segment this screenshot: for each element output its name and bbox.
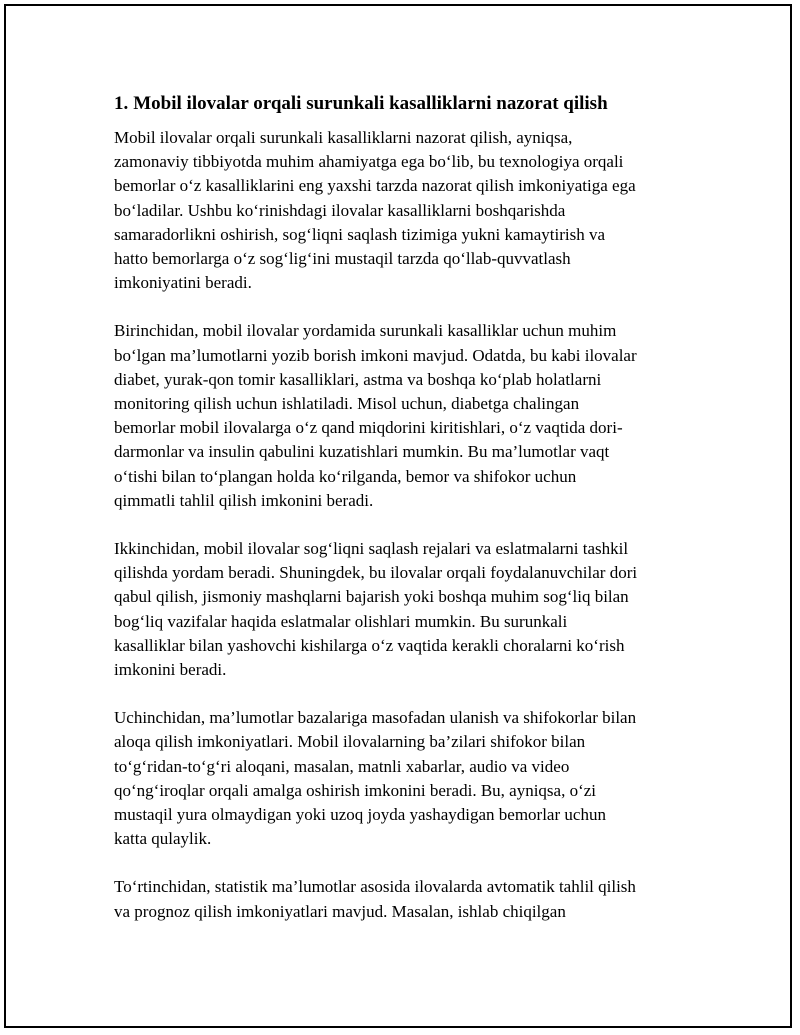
text-line: va prognoz qilish imkoniyatlari mavjud. Masalan, ishlab chiqilgan: [114, 901, 566, 921]
paragraph-intro: [114, 126, 674, 295]
text-line: Ikkinchidan, mobil ilovalar sog‘liqni saqlash rejalari va eslatmalarni tashkil: [114, 539, 629, 559]
text-line: qimmatli tahlil qilish imkonini beradi.: [114, 490, 374, 510]
text-line: bemorlar mobil ilovalarga o‘z qand miqdorini kiritishlari, o‘z vaqtida dori-: [114, 418, 623, 438]
text-line: Mobil ilovalar orqali surunkali kasalliklarni nazorat qilish, ayniqsa,: [114, 128, 573, 147]
text-line: bo‘ladilar. Ushbu ko‘rinishdagi ilovalar kasalliklarni boshqarishda: [114, 200, 566, 220]
text-line: monitoring qilish uchun ishlatiladi. Misol uchun, diabetga chalingan: [114, 394, 580, 414]
text-line: aloqa qilish imkoniyatlari. Mobil ilovalarning ba’zilari shifokor bilan: [114, 732, 586, 752]
text-line: mustaqil yura olmaydigan yoki uzoq joyda yashaydigan bemorlar uchun: [114, 805, 606, 825]
text-line: imkoniyatini beradi.: [114, 273, 252, 293]
text-line: diabet, yurak-qon tomir kasalliklari, astma va boshqa ko‘plab holatlarni: [114, 369, 602, 389]
text-line: hatto bemorlarga o‘z sog‘lig‘ini mustaqil tarzda qo‘llab-quvvatlash: [114, 249, 571, 269]
text-line: bo‘lgan ma’lumotlarni yozib borish imkoni mavjud. Odatda, bu kabi ilovalar: [114, 345, 637, 365]
document-body: [114, 92, 674, 948]
text-line: darmonlar va insulin qabulini kuzatishlari mumkin. Bu ma’lumotlar vaqt: [114, 442, 610, 462]
text-line: To‘rtinchidan, statistik ma’lumotlar asosida ilovalarda avtomatik tahlil qilish: [114, 877, 636, 897]
text-line: bemorlar o‘z kasalliklarini eng yaxshi tarzda nazorat qilish imkoniyatiga ega: [114, 176, 636, 196]
text-line: Birinchidan, mobil ilovalar yordamida surunkali kasalliklar uchun muhim: [114, 321, 617, 341]
paragraph-third: [114, 706, 674, 851]
text-line: qo‘ng‘iroqlar orqali amalga oshirish imkonini beradi. Bu, ayniqsa, o‘zi: [114, 780, 597, 800]
text-line: Uchinchidan, ma’lumotlar bazalariga masofadan ulanish va shifokorlar bilan: [114, 708, 637, 728]
paragraph-second: [114, 537, 674, 682]
text-line: bog‘liq vazifalar haqida eslatmalar olishlari mumkin. Bu surunkali: [114, 611, 568, 631]
paragraph-first: [114, 319, 674, 513]
paragraph-fourth: [114, 875, 674, 923]
section-heading: [114, 92, 674, 116]
text-line: zamonaviy tibbiyotda muhim ahamiyatga ega bo‘lib, bu texnologiya orqali: [114, 152, 624, 172]
text-line: qabul qilish, jismoniy mashqlarni bajarish yoki boshqa muhim sog‘liq bilan: [114, 587, 629, 607]
text-line: samaradorlikni oshirish, sog‘liqni saqlash tizimiga yukni kamaytirish va: [114, 224, 606, 244]
section-number: 1.: [114, 93, 129, 114]
text-line: kasalliklar bilan yashovchi kishilarga o‘z vaqtida kerakli choralarni ko‘rish: [114, 635, 625, 655]
text-line: to‘g‘ridan-to‘g‘ri aloqani, masalan, matnli xabarlar, audio va video: [114, 756, 570, 776]
section-title: Mobil ilovalar orqali surunkali kasalliklarni nazorat qilish: [133, 93, 608, 114]
text-line: katta qulaylik.: [114, 829, 212, 849]
text-line: qilishda yordam beradi. Shuningdek, bu ilovalar orqali foydalanuvchilar dori: [114, 563, 638, 583]
text-line: imkonini beradi.: [114, 660, 227, 680]
text-line: o‘tishi bilan to‘plangan holda ko‘rilganda, bemor va shifokor uchun: [114, 466, 577, 486]
